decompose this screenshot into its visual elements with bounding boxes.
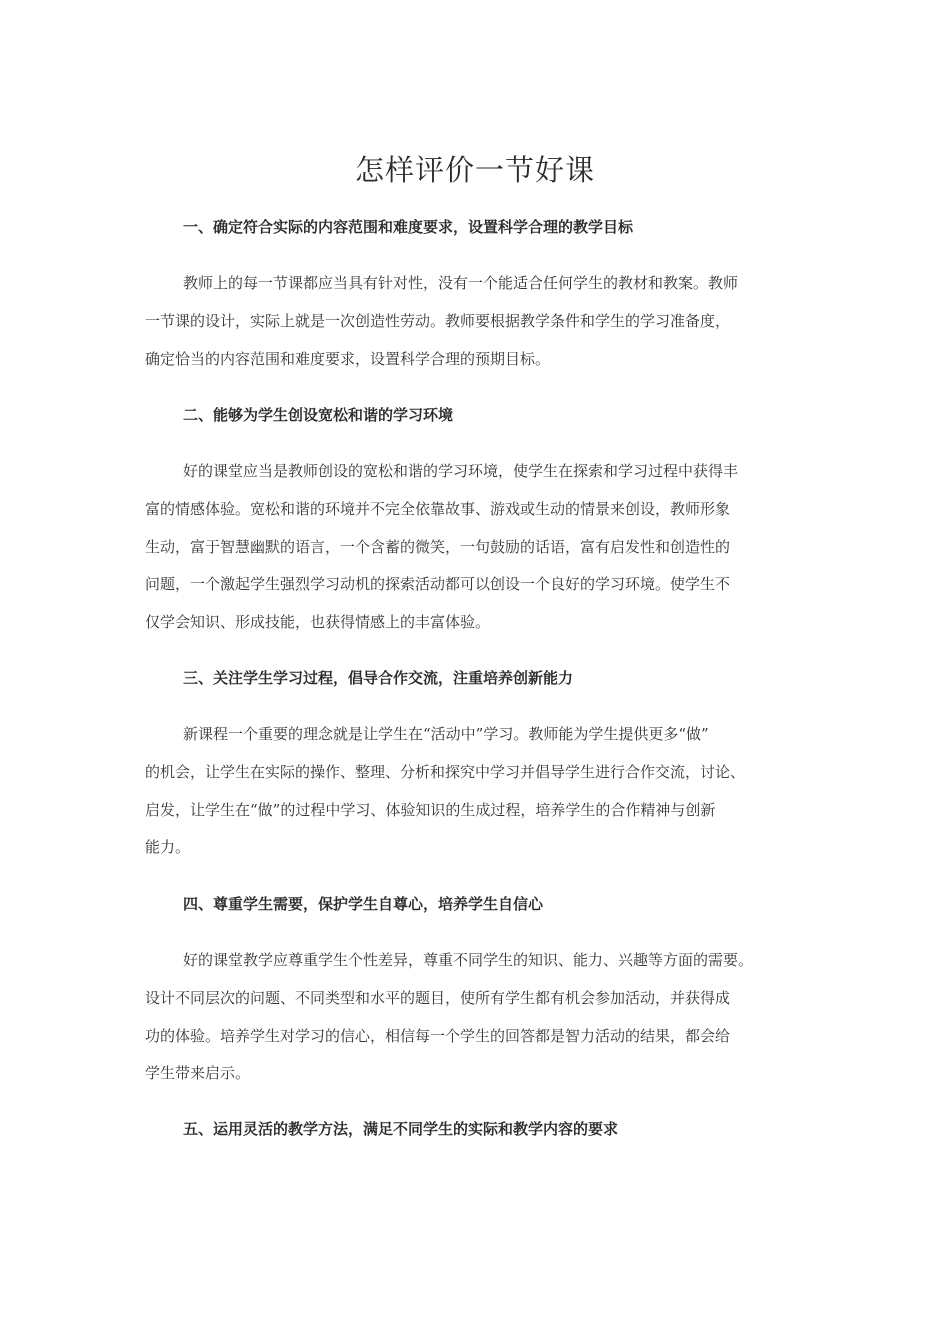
section-heading-5: 五、运用灵活的教学方法，满足不同学生的实际和教学内容的要求 bbox=[183, 1120, 619, 1138]
paragraph-line: 仅学会知识、形成技能，也获得情感上的丰富体验。 bbox=[145, 613, 491, 632]
paragraph-line: 富的情感体验。宽松和谐的环境并不完全依靠故事、游戏或生动的情景来创设，教师形象 bbox=[145, 499, 731, 518]
paragraph-line: 功的体验。培养学生对学习的信心，相信每一个学生的回答都是智力活动的结果，都会给 bbox=[145, 1026, 731, 1045]
paragraph-line: 好的课堂应当是教师创设的宽松和谐的学习环境，使学生在探索和学习过程中获得丰 bbox=[183, 462, 739, 480]
section-paragraph-4 bbox=[145, 948, 815, 1099]
section-paragraph-2 bbox=[145, 459, 815, 648]
section-heading-3: 三、关注学生学习过程，倡导合作交流，注重培养创新能力 bbox=[183, 669, 574, 687]
page-title: 怎样评价一节好课 bbox=[354, 153, 595, 188]
paragraph-line: 问题，一个激起学生强烈学习动机的探索活动都可以创设一个良好的学习环境。使学生不 bbox=[145, 575, 731, 594]
section-heading-4: 四、尊重学生需要，保护学生自尊心，培养学生自信心 bbox=[183, 895, 544, 913]
paragraph-line: 新课程一个重要的理念就是让学生在“活动中”学习。教师能为学生提供更多“做” bbox=[183, 725, 709, 743]
section-heading-2: 二、能够为学生创设宽松和谐的学习环境 bbox=[183, 406, 454, 424]
paragraph-line: 一节课的设计，实际上就是一次创造性劳动。教师要根据教学条件和学生的学习准备度， bbox=[145, 311, 731, 330]
section-paragraph-1 bbox=[145, 271, 815, 384]
paragraph-line: 好的课堂教学应尊重学生个性差异，尊重不同学生的知识、能力、兴趣等方面的需要。 bbox=[183, 951, 754, 969]
paragraph-line: 能力。 bbox=[145, 838, 191, 857]
paragraph-line: 的机会，让学生在实际的操作、整理、分析和探究中学习并倡导学生进行合作交流，讨论、 bbox=[145, 762, 746, 781]
paragraph-line: 学生带来启示。 bbox=[145, 1064, 251, 1083]
paragraph-line: 启发，让学生在“做”的过程中学习、体验知识的生成过程，培养学生的合作精神与创新 bbox=[145, 800, 716, 819]
paragraph-line: 生动，富于智慧幽默的语言，一个含蓄的微笑，一句鼓励的话语，富有启发性和创造性的 bbox=[145, 537, 731, 556]
section-heading-1: 一、确定符合实际的内容范围和难度要求，设置科学合理的教学目标 bbox=[183, 218, 634, 236]
paragraph-line: 教师上的每一节课都应当具有针对性，没有一个能适合任何学生的教材和教案。教师 bbox=[183, 274, 739, 292]
paragraph-line: 设计不同层次的问题、不同类型和水平的题目，使所有学生都有机会参加活动，并获得成 bbox=[145, 988, 731, 1007]
paragraph-line: 确定恰当的内容范围和难度要求，设置科学合理的预期目标。 bbox=[145, 349, 551, 368]
section-paragraph-3 bbox=[145, 722, 815, 873]
